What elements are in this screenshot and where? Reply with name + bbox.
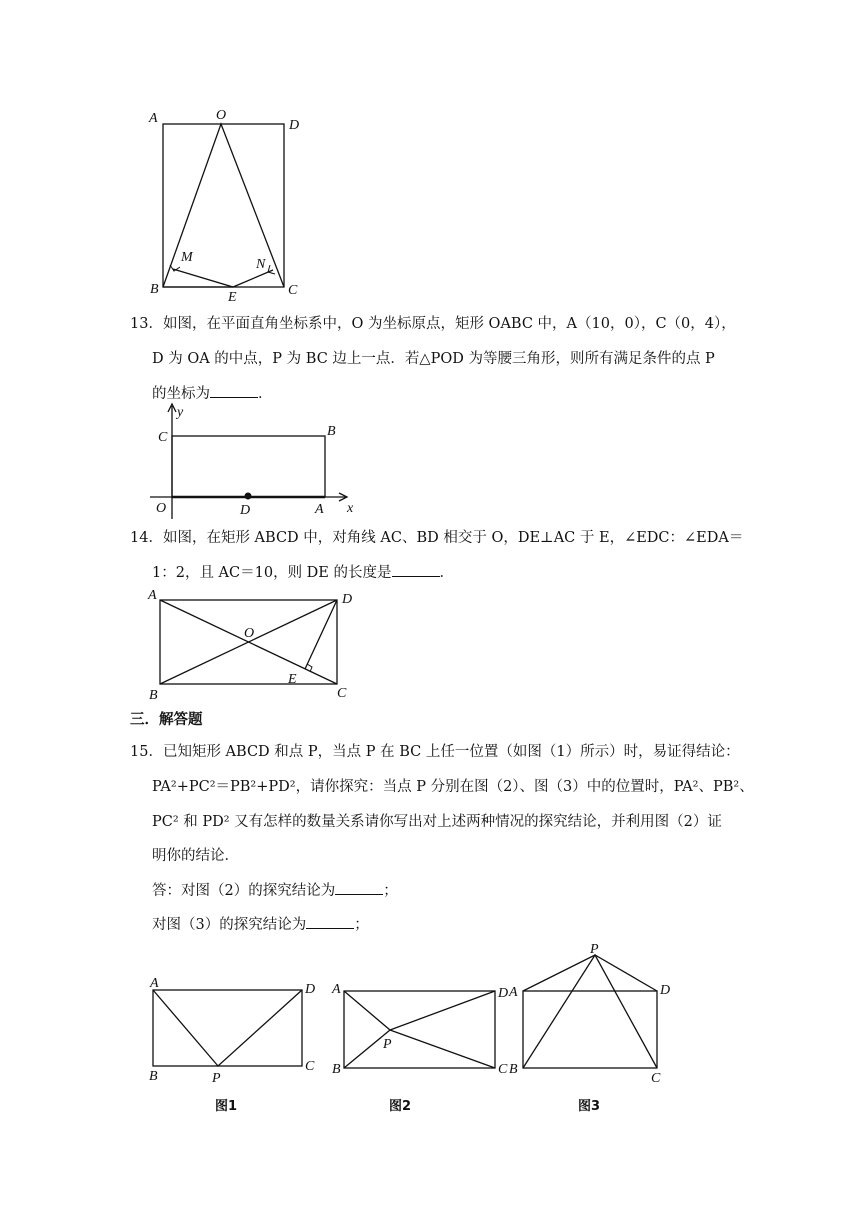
caption-fig2: 图2	[389, 1099, 412, 1114]
label-O: O	[156, 501, 167, 516]
q15-number: 15．	[130, 744, 163, 760]
label-M: M	[181, 250, 193, 265]
label-B: B	[327, 424, 336, 439]
label-A: A	[149, 111, 158, 126]
q15-line-2: PA²+PC²＝PB²+PD²，请你探究：当点 P 分别在图（2）、图（3）中的位置时，PA²、PB²、	[152, 779, 754, 795]
q14-answer-blank	[392, 562, 440, 577]
label-A: A	[148, 588, 157, 603]
label-C: C	[288, 283, 298, 298]
label-O: O	[244, 626, 255, 641]
label-A: A	[315, 502, 324, 517]
q15-line-4: 明你的结论．	[152, 848, 239, 864]
q13-line-2: D 为 OA 的中点，P 为 BC 边上一点．若△POD 为等腰三角形，则所有满足条件的点 P	[152, 351, 715, 367]
caption-fig1: 图1	[215, 1099, 238, 1114]
lines-pb-pc	[523, 955, 657, 1068]
label-D: D	[240, 503, 251, 518]
label-B: B	[332, 1062, 341, 1077]
label-B: B	[509, 1062, 518, 1077]
lines-pa-pd	[523, 955, 657, 991]
label-B: B	[149, 1069, 158, 1084]
q13-line-1	[130, 314, 736, 334]
label-C: C	[498, 1062, 508, 1077]
lines-pa-pd	[344, 991, 495, 1030]
q13-text-3: 的坐标为	[152, 386, 210, 402]
q15-text-1: 已知矩形 ABCD 和点 P，当点 P 在 BC 上任一位置（如图（1）所示）时，易证得结论：	[162, 744, 740, 760]
q15-line-3: PC² 和 PD² 又有怎样的数量关系请你写出对上述两种情况的探究结论，并利用图（2）证	[152, 814, 722, 830]
label-D: D	[498, 986, 509, 1001]
label-O: O	[216, 108, 227, 123]
q14-text-1: 如图，在矩形 ABCD 中，对角线 AC、BD 相交于 O，DE⊥AC 于 E，∠EDC：∠EDA＝	[162, 530, 744, 546]
label-A: A	[332, 982, 341, 997]
label-D: D	[289, 118, 300, 133]
figure-q15-3	[523, 955, 657, 1068]
q14-number: 14．	[130, 530, 163, 546]
label-N: N	[256, 257, 266, 272]
figure-q15-1	[153, 990, 302, 1066]
label-C: C	[337, 686, 347, 701]
q15-answer-1-end: ；	[383, 883, 398, 899]
q15-answer-2-blank	[306, 914, 354, 929]
q14-line-2	[152, 562, 454, 583]
rect-abcd	[153, 990, 302, 1066]
rect-oabc	[172, 436, 325, 497]
label-y: y	[177, 405, 184, 420]
q13-number: 13．	[130, 316, 163, 332]
label-E: E	[228, 290, 237, 305]
right-angle-n	[268, 265, 275, 274]
q14-text-2: 1：2，且 AC＝10，则 DE 的长度是	[152, 565, 392, 581]
q13-line-3	[152, 383, 273, 404]
q14-period: ．	[439, 565, 455, 581]
q13-period: ．	[258, 386, 273, 402]
label-x: x	[347, 501, 354, 516]
label-A: A	[150, 976, 159, 991]
label-B: B	[149, 688, 158, 703]
q13-answer-blank	[210, 383, 258, 398]
rect-abcd	[344, 991, 495, 1068]
lines-pa-pd	[153, 990, 302, 1066]
point-d	[245, 493, 252, 500]
label-P: P	[590, 942, 599, 957]
q15-answer-line-1	[152, 880, 398, 901]
segment-de	[305, 600, 337, 669]
q15-answer-2-label: 对图（3）的探究结论为	[152, 917, 307, 933]
q15-answer-2-end: ；	[354, 917, 369, 933]
label-E: E	[288, 672, 297, 687]
label-C: C	[305, 1059, 315, 1074]
q15-line-1	[130, 742, 740, 762]
rect-abcd	[523, 991, 657, 1068]
figure-q14	[160, 600, 337, 684]
label-C: C	[651, 1071, 661, 1086]
label-D: D	[305, 982, 316, 997]
label-P: P	[212, 1071, 221, 1086]
q15-answer-1-blank	[335, 880, 383, 895]
q15-answer-1-label: 答：对图（2）的探究结论为	[152, 883, 336, 899]
figure-q15-2	[344, 991, 495, 1068]
label-A: A	[509, 985, 518, 1000]
section-heading: 三．解答题	[130, 712, 203, 728]
label-D: D	[342, 592, 353, 607]
label-P: P	[383, 1037, 392, 1052]
label-C: C	[158, 430, 168, 445]
q13-text-1: 如图，在平面直角坐标系中，O 为坐标原点，矩形 OABC 中，A（10，0），C（0，4），	[162, 316, 736, 332]
q14-line-1	[130, 528, 743, 548]
label-B: B	[150, 282, 159, 297]
q15-answer-line-2	[152, 914, 369, 935]
label-D: D	[660, 983, 671, 998]
caption-fig3: 图3	[578, 1099, 601, 1114]
lines-pb-pc	[344, 1030, 495, 1068]
